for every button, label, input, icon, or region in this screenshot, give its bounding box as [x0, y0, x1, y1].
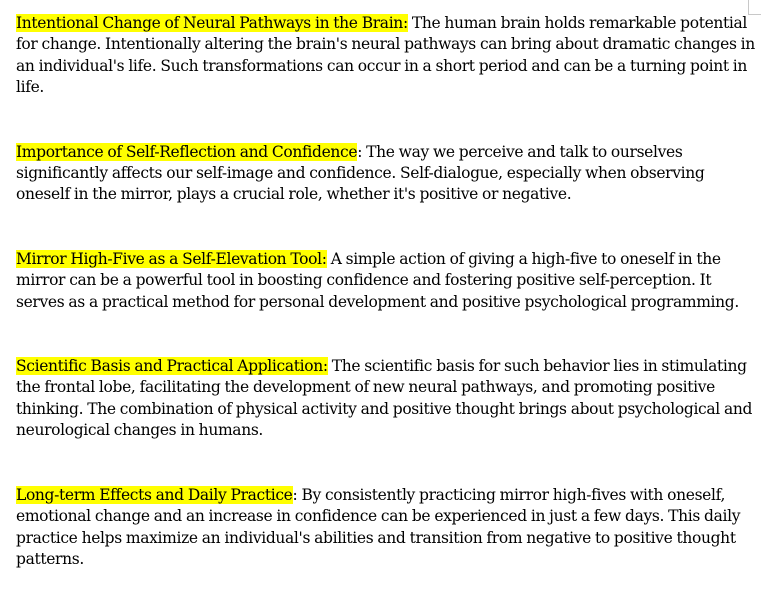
highlighted-heading: Mirror High-Five as a Self-Elevation Tool:	[16, 249, 327, 268]
paragraph-text: The human brain holds remarkable potential for change. Intentionally altering the brain's neural pathways can bring about dramatic changes in an individual's life. Such transformations can occur in a short period and can be a turning point in life.	[16, 14, 755, 97]
highlighted-heading: Long-term Effects and Daily Practice	[16, 485, 293, 504]
highlighted-heading: Importance of Self-Reflection and Confidence	[16, 142, 358, 161]
paragraph-text: The way we perceive and talk to ourselves significantly affects our self-image and confidence. Self-dialogue, especially when observing oneself in the mirror, plays a crucial role, whether it's positive or negative.	[16, 142, 705, 204]
paragraph-long-term-effects	[16, 485, 756, 571]
highlighted-heading: Intentional Change of Neural Pathways in the Brain:	[16, 14, 408, 32]
paragraph-neural-pathways	[16, 13, 756, 99]
paragraph-text: A simple action of giving a high-five to oneself in the mirror can be a powerful tool in boosting confidence and fostering positive self-perception. It serves as a practical method for personal development and positive psychological programming.	[16, 249, 739, 311]
paragraph-scientific-basis	[16, 356, 756, 442]
paragraph-mirror-high-five	[16, 249, 756, 313]
highlighted-heading: Scientific Basis and Practical Application:	[16, 357, 328, 376]
paragraph-text: By consistently practicing mirror high-fives with oneself, emotional change and an increase in confidence can be experienced in just a few days. This daily practice helps maximize an individual's abilities and transition from negative to positive thought patterns.	[16, 485, 741, 568]
paragraph-text: The scientific basis for such behavior lies in stimulating the frontal lobe, facilitating the development of new neural pathways, and promoting positive thinking. The combination of physical activity and positive thought brings about psychological and neurological changes in humans.	[16, 357, 753, 440]
document-body	[16, 13, 756, 570]
paragraph-self-reflection	[16, 142, 756, 206]
heading-separator: :	[357, 142, 367, 161]
heading-separator: :	[292, 485, 302, 504]
